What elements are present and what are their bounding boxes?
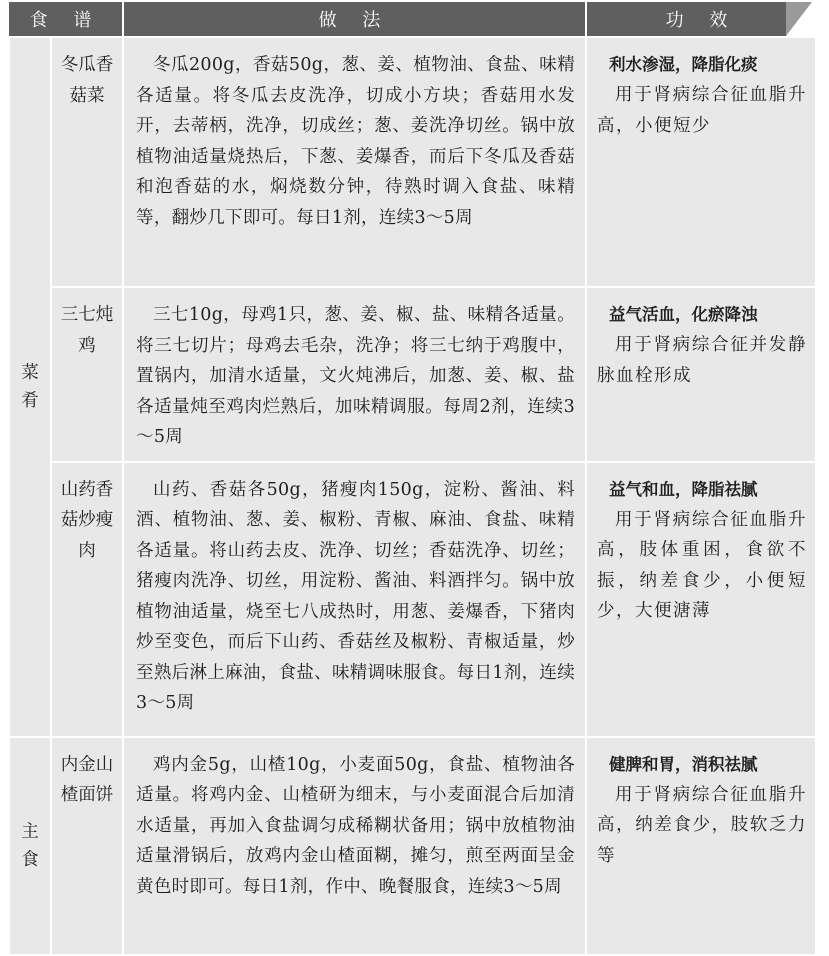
table-row [9, 462, 816, 737]
header-effect [586, 2, 816, 37]
category-label: 主 食 [21, 821, 39, 870]
header-effect-label: 功 效 [665, 10, 738, 31]
recipe-name-cell [51, 462, 123, 737]
effect-cell [586, 37, 816, 287]
category-cell-staple [9, 737, 51, 955]
method-text: 三七10g，母鸡1只，葱、姜、椒、盐、味精各适量。将三七切片；母鸡去毛杂，洗净；将三七纳于鸡腹中，置锅内，加清水适量，文火炖沸后，加葱、姜、椒、盐各适量炖至鸡肉烂熟后，加味精调服。每周2剂，连续3～5周 [136, 305, 576, 447]
recipe-name: 山药香菇炒瘦肉 [60, 479, 114, 561]
effect-title: 利水渗湿，降脂化痰 [609, 55, 758, 74]
recipe-name-cell [51, 287, 123, 462]
recipe-name: 内金山楂面饼 [60, 754, 114, 805]
effect-description: 用于肾病综合征血脂升高，纳差食少，肢软乏力等 [597, 784, 808, 866]
table-header-row [9, 2, 816, 37]
effect-description: 用于肾病综合征血脂升高，肢体重困，食欲不振，纳差食少，小便短少，大便溏薄 [597, 509, 808, 621]
table-row [9, 287, 816, 462]
method-text: 鸡内金5g，山楂10g，小麦面50g，食盐、植物油各适量。将鸡内金、山楂研为细末，与小麦面混合后加清水适量，再加入食盐调匀成稀糊状备用；锅中放植物油适量滑锅后，放鸡内金山楂面糊，摊匀，煎至两面呈金黄色时即可。每日1剂，作中、晚餐服食，连续3～5周 [136, 754, 576, 897]
header-method: 做 法 [123, 2, 586, 37]
method-cell [123, 462, 586, 737]
table-row [9, 37, 816, 287]
method-cell [123, 737, 586, 955]
effect-cell [586, 462, 816, 737]
effect-description: 用于肾病综合征血脂升高，小便短少 [597, 85, 808, 136]
effect-title: 健脾和胃，消积祛腻 [609, 754, 758, 774]
page-curl-icon [786, 2, 816, 36]
effect-title: 益气活血，化瘀降浊 [609, 305, 758, 324]
category-cell-dishes [9, 37, 51, 737]
effect-cell [586, 287, 816, 462]
effect-title: 益气和血，降脂祛腻 [609, 479, 758, 499]
recipe-name: 三七炖鸡 [60, 305, 114, 356]
header-recipe: 食 谱 [9, 2, 123, 37]
recipe-name: 冬瓜香菇菜 [60, 55, 114, 106]
category-label: 菜 肴 [21, 362, 39, 411]
recipe-table [8, 2, 817, 956]
recipe-name-cell [51, 737, 123, 955]
effect-cell [586, 737, 816, 955]
effect-description: 用于肾病综合征并发静脉血栓形成 [597, 335, 808, 386]
recipe-name-cell [51, 37, 123, 287]
method-cell [123, 287, 586, 462]
method-text: 山药、香菇各50g，猪瘦肉150g，淀粉、酱油、料酒、植物油、葱、姜、椒粉、青椒、麻油、食盐、味精各适量。将山药去皮、洗净、切丝；香菇洗净、切丝；猪瘦肉洗净、切丝，用淀粉、酱油、料酒拌匀。锅中放植物油适量，烧至七八成热时，用葱、姜爆香，下猪肉炒至变色，而后下山药、香菇丝及椒粉、青椒适量，炒至熟后淋上麻油，食盐、味精调味服食。每日1剂，连续3～5周 [136, 479, 576, 713]
method-cell [123, 37, 586, 287]
table-row [9, 737, 816, 955]
method-text: 冬瓜200g，香菇50g，葱、姜、植物油、食盐、味精各适量。将冬瓜去皮洗净，切成小方块；香菇用水发开，去蒂柄，洗净，切成丝；葱、姜洗净切丝。锅中放植物油适量烧热后，下葱、姜爆香，而后下冬瓜及香菇和泡香菇的水，焖烧数分钟，待熟时调入食盐、味精等，翻炒几下即可。每日1剂，连续3～5周 [136, 55, 576, 228]
